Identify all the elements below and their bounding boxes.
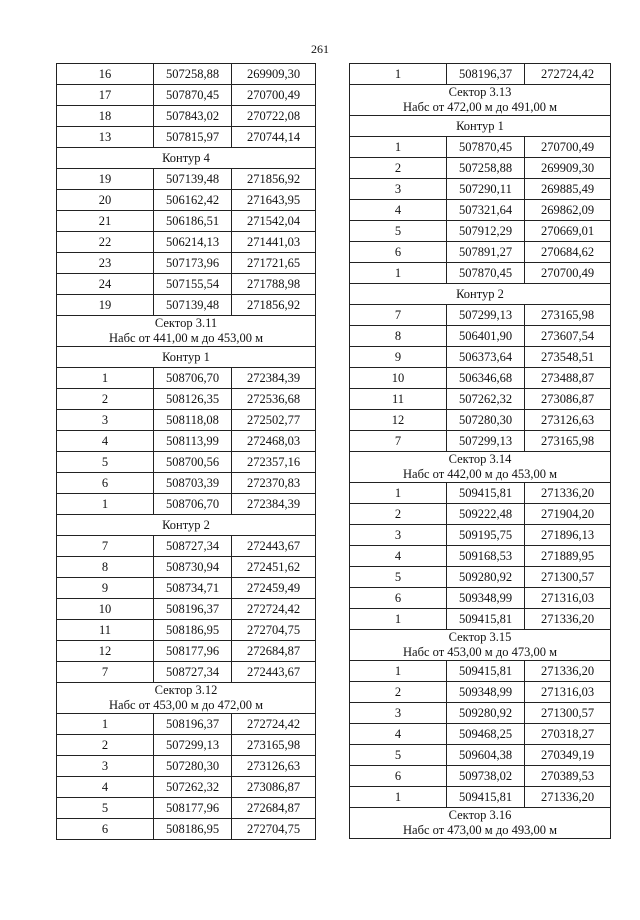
table-row xyxy=(57,494,316,515)
point-number-cell: 2 xyxy=(350,682,447,703)
x-coordinate-cell: 507262,32 xyxy=(154,777,232,798)
y-coordinate-cell: 270318,27 xyxy=(525,724,611,745)
y-coordinate-cell: 269909,30 xyxy=(525,158,611,179)
x-coordinate-cell: 508196,37 xyxy=(154,599,232,620)
y-coordinate-cell: 270744,14 xyxy=(232,127,316,148)
point-number-cell: 17 xyxy=(57,85,154,106)
x-coordinate-cell: 507280,30 xyxy=(447,410,525,431)
table-row xyxy=(57,410,316,431)
x-coordinate-cell: 507299,13 xyxy=(447,431,525,452)
table-row xyxy=(57,662,316,683)
table-row xyxy=(57,756,316,777)
section-title: Контур 4 xyxy=(162,151,210,165)
section-title: Сектор 3.14 xyxy=(448,452,512,466)
x-coordinate-cell: 509280,92 xyxy=(447,703,525,724)
x-coordinate-cell: 508727,34 xyxy=(154,662,232,683)
point-number-cell: 5 xyxy=(350,567,447,588)
y-coordinate-cell: 272468,03 xyxy=(232,431,316,452)
y-coordinate-cell: 273126,63 xyxy=(232,756,316,777)
point-number-cell: 19 xyxy=(57,295,154,316)
y-coordinate-cell: 272724,42 xyxy=(232,599,316,620)
point-number-cell: 10 xyxy=(350,368,447,389)
table-row xyxy=(350,766,611,787)
section-title: Контур 1 xyxy=(456,119,504,133)
table-row xyxy=(350,200,611,221)
x-coordinate-cell: 509738,02 xyxy=(447,766,525,787)
point-number-cell: 1 xyxy=(350,609,447,630)
section-header-row xyxy=(57,316,316,347)
y-coordinate-cell: 270700,49 xyxy=(232,85,316,106)
section-title: Сектор 3.11 xyxy=(154,316,218,330)
table-row xyxy=(57,819,316,840)
table-row xyxy=(350,682,611,703)
point-number-cell: 5 xyxy=(350,221,447,242)
y-coordinate-cell: 271896,13 xyxy=(525,525,611,546)
y-coordinate-cell: 272451,62 xyxy=(232,557,316,578)
x-coordinate-cell: 507262,32 xyxy=(447,389,525,410)
x-coordinate-cell: 508700,56 xyxy=(154,452,232,473)
y-coordinate-cell: 273165,98 xyxy=(232,735,316,756)
point-number-cell: 20 xyxy=(57,190,154,211)
section-title: Контур 2 xyxy=(456,287,504,301)
table-row xyxy=(57,169,316,190)
x-coordinate-cell: 506373,64 xyxy=(447,347,525,368)
x-coordinate-cell: 507139,48 xyxy=(154,169,232,190)
section-header xyxy=(350,85,611,116)
point-number-cell: 1 xyxy=(57,368,154,389)
y-coordinate-cell: 271542,04 xyxy=(232,211,316,232)
y-coordinate-cell: 272502,77 xyxy=(232,410,316,431)
point-number-cell: 3 xyxy=(350,525,447,546)
table-row xyxy=(350,179,611,200)
table-row xyxy=(350,64,611,85)
point-number-cell: 6 xyxy=(350,242,447,263)
x-coordinate-cell: 509415,81 xyxy=(447,609,525,630)
point-number-cell: 1 xyxy=(350,137,447,158)
y-coordinate-cell: 272704,75 xyxy=(232,620,316,641)
x-coordinate-cell: 508703,39 xyxy=(154,473,232,494)
y-coordinate-cell: 272357,16 xyxy=(232,452,316,473)
table-row xyxy=(350,158,611,179)
section-header-row xyxy=(350,808,611,839)
table-row xyxy=(350,410,611,431)
table-row xyxy=(57,389,316,410)
point-number-cell: 3 xyxy=(350,703,447,724)
table-row xyxy=(350,567,611,588)
y-coordinate-cell: 271721,65 xyxy=(232,253,316,274)
section-header-row xyxy=(57,347,316,368)
point-number-cell: 4 xyxy=(57,431,154,452)
y-coordinate-cell: 272443,67 xyxy=(232,662,316,683)
section-header-row xyxy=(350,630,611,661)
y-coordinate-cell: 270700,49 xyxy=(525,263,611,284)
section-header-row xyxy=(57,515,316,536)
section-header xyxy=(350,284,611,305)
y-coordinate-cell: 270700,49 xyxy=(525,137,611,158)
table-row xyxy=(350,745,611,766)
table-row xyxy=(350,242,611,263)
point-number-cell: 1 xyxy=(350,787,447,808)
table-row xyxy=(350,263,611,284)
point-number-cell: 13 xyxy=(57,127,154,148)
point-number-cell: 7 xyxy=(350,431,447,452)
table-row xyxy=(57,127,316,148)
x-coordinate-cell: 508706,70 xyxy=(154,368,232,389)
x-coordinate-cell: 509348,99 xyxy=(447,588,525,609)
point-number-cell: 4 xyxy=(57,777,154,798)
point-number-cell: 3 xyxy=(57,410,154,431)
y-coordinate-cell: 272724,42 xyxy=(232,714,316,735)
point-number-cell: 2 xyxy=(57,389,154,410)
point-number-cell: 1 xyxy=(350,64,447,85)
point-number-cell: 18 xyxy=(57,106,154,127)
y-coordinate-cell: 270669,01 xyxy=(525,221,611,242)
table-row xyxy=(57,85,316,106)
x-coordinate-cell: 508727,34 xyxy=(154,536,232,557)
y-coordinate-cell: 271856,92 xyxy=(232,169,316,190)
point-number-cell: 5 xyxy=(350,745,447,766)
section-header-row xyxy=(57,148,316,169)
table-row xyxy=(350,389,611,410)
x-coordinate-cell: 508734,71 xyxy=(154,578,232,599)
x-coordinate-cell: 508126,35 xyxy=(154,389,232,410)
point-number-cell: 3 xyxy=(57,756,154,777)
table-row xyxy=(350,724,611,745)
point-number-cell: 11 xyxy=(350,389,447,410)
table-row xyxy=(350,787,611,808)
y-coordinate-cell: 273165,98 xyxy=(525,305,611,326)
x-coordinate-cell: 509222,48 xyxy=(447,504,525,525)
point-number-cell: 1 xyxy=(350,661,447,682)
table-row xyxy=(57,211,316,232)
y-coordinate-cell: 273126,63 xyxy=(525,410,611,431)
y-coordinate-cell: 271856,92 xyxy=(232,295,316,316)
x-coordinate-cell: 508177,96 xyxy=(154,641,232,662)
section-subtitle: Набс от 472,00 м до 491,00 м xyxy=(403,100,557,114)
x-coordinate-cell: 506401,90 xyxy=(447,326,525,347)
x-coordinate-cell: 509415,81 xyxy=(447,661,525,682)
section-header xyxy=(57,515,316,536)
y-coordinate-cell: 272459,49 xyxy=(232,578,316,599)
x-coordinate-cell: 507843,02 xyxy=(154,106,232,127)
x-coordinate-cell: 506162,42 xyxy=(154,190,232,211)
x-coordinate-cell: 508730,94 xyxy=(154,557,232,578)
x-coordinate-cell: 507891,27 xyxy=(447,242,525,263)
point-number-cell: 5 xyxy=(57,452,154,473)
section-header xyxy=(350,630,611,661)
point-number-cell: 6 xyxy=(57,473,154,494)
section-header xyxy=(350,116,611,137)
table-row xyxy=(350,588,611,609)
point-number-cell: 1 xyxy=(350,263,447,284)
table-row xyxy=(57,620,316,641)
table-row xyxy=(57,106,316,127)
section-title: Сектор 3.12 xyxy=(154,683,218,697)
point-number-cell: 2 xyxy=(350,504,447,525)
section-header-row xyxy=(350,452,611,483)
y-coordinate-cell: 271788,98 xyxy=(232,274,316,295)
point-number-cell: 8 xyxy=(350,326,447,347)
table-row xyxy=(57,557,316,578)
table-row xyxy=(350,137,611,158)
y-coordinate-cell: 272724,42 xyxy=(525,64,611,85)
point-number-cell: 12 xyxy=(57,641,154,662)
table-row xyxy=(350,368,611,389)
y-coordinate-cell: 273488,87 xyxy=(525,368,611,389)
x-coordinate-cell: 509348,99 xyxy=(447,682,525,703)
x-coordinate-cell: 509415,81 xyxy=(447,483,525,504)
point-number-cell: 8 xyxy=(57,557,154,578)
table-row xyxy=(57,368,316,389)
section-header xyxy=(57,316,316,347)
section-subtitle: Набс от 453,00 м до 472,00 м xyxy=(109,698,263,712)
table-row xyxy=(57,735,316,756)
y-coordinate-cell: 271441,03 xyxy=(232,232,316,253)
x-coordinate-cell: 506346,68 xyxy=(447,368,525,389)
x-coordinate-cell: 508186,95 xyxy=(154,819,232,840)
x-coordinate-cell: 507258,88 xyxy=(447,158,525,179)
y-coordinate-cell: 270349,19 xyxy=(525,745,611,766)
table-row xyxy=(57,578,316,599)
y-coordinate-cell: 270684,62 xyxy=(525,242,611,263)
x-coordinate-cell: 509604,38 xyxy=(447,745,525,766)
x-coordinate-cell: 507870,45 xyxy=(447,137,525,158)
table-row xyxy=(350,546,611,567)
x-coordinate-cell: 507290,11 xyxy=(447,179,525,200)
section-title: Контур 1 xyxy=(162,350,210,364)
point-number-cell: 1 xyxy=(350,483,447,504)
y-coordinate-cell: 273165,98 xyxy=(525,431,611,452)
section-title: Сектор 3.13 xyxy=(448,85,512,99)
point-number-cell: 6 xyxy=(57,819,154,840)
table-row xyxy=(350,609,611,630)
section-subtitle: Набс от 442,00 м до 453,00 м xyxy=(403,467,557,481)
x-coordinate-cell: 508118,08 xyxy=(154,410,232,431)
table-row xyxy=(57,599,316,620)
x-coordinate-cell: 507870,45 xyxy=(154,85,232,106)
y-coordinate-cell: 271336,20 xyxy=(525,661,611,682)
x-coordinate-cell: 507299,13 xyxy=(447,305,525,326)
section-header-row xyxy=(350,116,611,137)
table-row xyxy=(57,452,316,473)
x-coordinate-cell: 509195,75 xyxy=(447,525,525,546)
table-row xyxy=(57,64,316,85)
y-coordinate-cell: 272684,87 xyxy=(232,798,316,819)
x-coordinate-cell: 508196,37 xyxy=(447,64,525,85)
point-number-cell: 21 xyxy=(57,211,154,232)
table-row xyxy=(350,661,611,682)
section-title: Сектор 3.15 xyxy=(448,630,512,644)
x-coordinate-cell: 509468,25 xyxy=(447,724,525,745)
section-header xyxy=(57,683,316,714)
y-coordinate-cell: 272536,68 xyxy=(232,389,316,410)
table-row xyxy=(57,473,316,494)
section-header-row xyxy=(350,85,611,116)
section-title: Сектор 3.16 xyxy=(448,808,512,822)
table-row xyxy=(57,536,316,557)
y-coordinate-cell: 271300,57 xyxy=(525,703,611,724)
x-coordinate-cell: 507155,54 xyxy=(154,274,232,295)
table-row xyxy=(350,483,611,504)
y-coordinate-cell: 272704,75 xyxy=(232,819,316,840)
point-number-cell: 10 xyxy=(57,599,154,620)
x-coordinate-cell: 507139,48 xyxy=(154,295,232,316)
section-header xyxy=(350,452,611,483)
section-header-row xyxy=(350,284,611,305)
point-number-cell: 23 xyxy=(57,253,154,274)
table-row xyxy=(350,347,611,368)
y-coordinate-cell: 269862,09 xyxy=(525,200,611,221)
point-number-cell: 4 xyxy=(350,724,447,745)
y-coordinate-cell: 272370,83 xyxy=(232,473,316,494)
x-coordinate-cell: 507815,97 xyxy=(154,127,232,148)
point-number-cell: 9 xyxy=(57,578,154,599)
y-coordinate-cell: 272684,87 xyxy=(232,641,316,662)
point-number-cell: 7 xyxy=(57,662,154,683)
y-coordinate-cell: 273607,54 xyxy=(525,326,611,347)
x-coordinate-cell: 509415,81 xyxy=(447,787,525,808)
point-number-cell: 4 xyxy=(350,546,447,567)
y-coordinate-cell: 272384,39 xyxy=(232,368,316,389)
point-number-cell: 7 xyxy=(350,305,447,326)
point-number-cell: 5 xyxy=(57,798,154,819)
y-coordinate-cell: 273548,51 xyxy=(525,347,611,368)
table-row xyxy=(57,714,316,735)
table-row xyxy=(350,431,611,452)
point-number-cell: 9 xyxy=(350,347,447,368)
table-row xyxy=(350,703,611,724)
table-row xyxy=(57,431,316,452)
y-coordinate-cell: 269909,30 xyxy=(232,64,316,85)
x-coordinate-cell: 508706,70 xyxy=(154,494,232,515)
table-row xyxy=(57,253,316,274)
section-subtitle: Набс от 473,00 м до 493,00 м xyxy=(403,823,557,837)
y-coordinate-cell: 271336,20 xyxy=(525,483,611,504)
x-coordinate-cell: 506214,13 xyxy=(154,232,232,253)
table-row xyxy=(57,295,316,316)
point-number-cell: 6 xyxy=(350,588,447,609)
y-coordinate-cell: 271904,20 xyxy=(525,504,611,525)
table-row xyxy=(57,232,316,253)
y-coordinate-cell: 271336,20 xyxy=(525,609,611,630)
x-coordinate-cell: 509168,53 xyxy=(447,546,525,567)
point-number-cell: 24 xyxy=(57,274,154,295)
x-coordinate-cell: 507321,64 xyxy=(447,200,525,221)
section-header xyxy=(57,148,316,169)
y-coordinate-cell: 271316,03 xyxy=(525,588,611,609)
y-coordinate-cell: 271336,20 xyxy=(525,787,611,808)
point-number-cell: 11 xyxy=(57,620,154,641)
table-row xyxy=(57,274,316,295)
point-number-cell: 2 xyxy=(350,158,447,179)
y-coordinate-cell: 271889,95 xyxy=(525,546,611,567)
point-number-cell: 3 xyxy=(350,179,447,200)
table-row xyxy=(57,798,316,819)
point-number-cell: 12 xyxy=(350,410,447,431)
y-coordinate-cell: 273086,87 xyxy=(525,389,611,410)
x-coordinate-cell: 507912,29 xyxy=(447,221,525,242)
point-number-cell: 22 xyxy=(57,232,154,253)
x-coordinate-cell: 508113,99 xyxy=(154,431,232,452)
point-number-cell: 6 xyxy=(350,766,447,787)
x-coordinate-cell: 507173,96 xyxy=(154,253,232,274)
section-subtitle: Набс от 441,00 м до 453,00 м xyxy=(109,331,263,345)
page-number: 261 xyxy=(311,42,329,56)
table-row xyxy=(350,305,611,326)
table-row xyxy=(350,221,611,242)
section-header xyxy=(350,808,611,839)
x-coordinate-cell: 507280,30 xyxy=(154,756,232,777)
point-number-cell: 2 xyxy=(57,735,154,756)
y-coordinate-cell: 270722,08 xyxy=(232,106,316,127)
point-number-cell: 1 xyxy=(57,714,154,735)
table-row xyxy=(57,190,316,211)
x-coordinate-cell: 508196,37 xyxy=(154,714,232,735)
y-coordinate-cell: 271643,95 xyxy=(232,190,316,211)
section-title: Контур 2 xyxy=(162,518,210,532)
left-coordinates-table xyxy=(56,63,316,840)
point-number-cell: 19 xyxy=(57,169,154,190)
table-row xyxy=(350,504,611,525)
table-row xyxy=(350,326,611,347)
x-coordinate-cell: 509280,92 xyxy=(447,567,525,588)
section-header xyxy=(57,347,316,368)
y-coordinate-cell: 272384,39 xyxy=(232,494,316,515)
table-row xyxy=(350,525,611,546)
table-row xyxy=(57,777,316,798)
section-header-row xyxy=(57,683,316,714)
x-coordinate-cell: 506186,51 xyxy=(154,211,232,232)
x-coordinate-cell: 508186,95 xyxy=(154,620,232,641)
section-subtitle: Набс от 453,00 м до 473,00 м xyxy=(403,645,557,659)
x-coordinate-cell: 508177,96 xyxy=(154,798,232,819)
point-number-cell: 4 xyxy=(350,200,447,221)
point-number-cell: 16 xyxy=(57,64,154,85)
point-number-cell: 7 xyxy=(57,536,154,557)
x-coordinate-cell: 507870,45 xyxy=(447,263,525,284)
y-coordinate-cell: 271316,03 xyxy=(525,682,611,703)
y-coordinate-cell: 271300,57 xyxy=(525,567,611,588)
x-coordinate-cell: 507299,13 xyxy=(154,735,232,756)
table-row xyxy=(57,641,316,662)
y-coordinate-cell: 272443,67 xyxy=(232,536,316,557)
y-coordinate-cell: 270389,53 xyxy=(525,766,611,787)
point-number-cell: 1 xyxy=(57,494,154,515)
y-coordinate-cell: 273086,87 xyxy=(232,777,316,798)
x-coordinate-cell: 507258,88 xyxy=(154,64,232,85)
right-coordinates-table xyxy=(349,63,611,839)
y-coordinate-cell: 269885,49 xyxy=(525,179,611,200)
